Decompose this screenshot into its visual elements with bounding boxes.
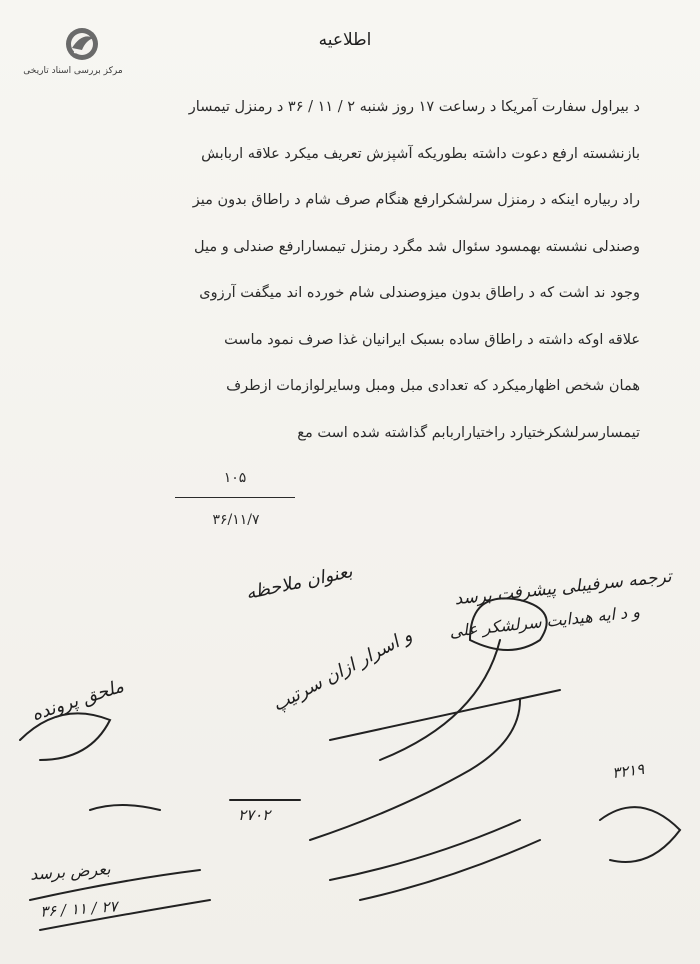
- handwritten-note: بعنوان ملاحظه: [244, 560, 355, 605]
- handwritten-note: ملحق پرونده: [29, 675, 127, 726]
- signature-scribble: [90, 805, 160, 810]
- handwritten-note: ترجمه سرفیبلی پیشرفت برسد: [453, 566, 673, 610]
- handwritten-date: ۲۷ / ۱۱ / ۳۶: [39, 897, 119, 921]
- body-line: علاقه اوکه داشته د راطاق ساده بسبک ایرانیان غذا صرف نمود ماست: [224, 331, 640, 348]
- signature-scribble: [310, 700, 520, 840]
- handwritten-note: و اسرار ازان سرتیپ: [269, 624, 416, 717]
- typed-body: [50, 84, 640, 456]
- signature-scribble: [330, 690, 560, 740]
- document-date: ۳۶/۱۱/۷: [212, 512, 260, 528]
- archive-logo-icon: [60, 26, 104, 62]
- divider: [175, 497, 295, 498]
- handwritten-note: و د ایه هیدایت سرلشکر علی: [448, 602, 641, 641]
- signature-scribble: [330, 820, 520, 880]
- handwritten-number: ۲۷۰۲: [238, 806, 271, 824]
- body-line: د بیراول سفارت آمریکا د رساعت ۱۷ روز شنبه ۲ / ۱۱ / ۳۶ د رمنزل تیمسار: [188, 99, 640, 115]
- document-number: ۱۰۵: [223, 470, 247, 486]
- body-line: وجود ند اشت که د راطاق بدون میزوصندلی شام خورده اند میگفت آرزوی: [199, 285, 640, 301]
- handwritten-number: ۳۲۱۹: [610, 759, 646, 783]
- body-line: بازنشسته ارفع دعوت داشته بطوریکه آشپزش تعریف میکرد علاقه اربابش: [201, 145, 640, 162]
- body-line: همان شخص اظهارمیکرد که تعدادی مبل ومبل وسایرلوازمات ازطرف: [226, 378, 640, 394]
- signature-scribble: [360, 840, 540, 900]
- body-line: تیمسارسرلشکرختیارد راختیاراربابم گذاشته شده است مع: [297, 424, 640, 441]
- signature-scribble: [380, 640, 500, 760]
- handwritten-note: بعرض برسد: [29, 859, 112, 884]
- body-line: وصندلی نشسته بهمسود سئوال شد مگرد رمنزل تیمسارارفع صندلی و میل: [194, 238, 640, 255]
- body-line: راد ربیاره اینکه د رمنزل سرلشکرارفع هنگام صرف شام د راطاق بدون میز: [192, 192, 640, 208]
- signature-scribble: [600, 807, 680, 862]
- archive-logo: [18, 26, 128, 86]
- page-title: اطلاعیه: [318, 30, 372, 50]
- archive-logo-text: مرکز بررسی اسناد تاریخی: [23, 66, 123, 76]
